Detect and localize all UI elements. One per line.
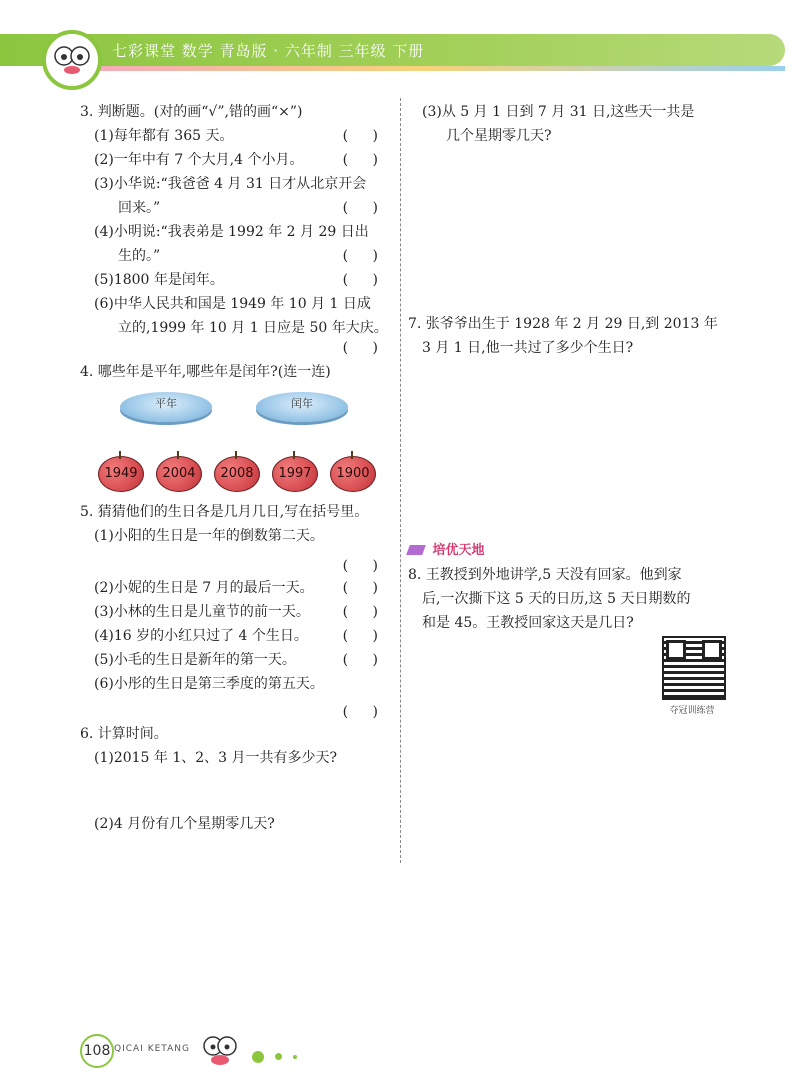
dot-icon	[275, 1053, 282, 1060]
q3-item-6-cont: 立的,1999 年 10 月 1 日应是 50 年大庆。	[118, 320, 388, 336]
answer-paren[interactable]: ( )	[342, 152, 388, 168]
answer-paren[interactable]: ( )	[342, 628, 388, 644]
footer-dots	[252, 1046, 303, 1065]
plate-leap-year[interactable]: 闰年	[256, 392, 348, 422]
q6-sub-3-cont: 几个星期零几天?	[446, 128, 552, 144]
plates-area	[80, 384, 398, 446]
q7-line-2: 3 月 1 日,他一共过了多少个生日?	[422, 340, 634, 356]
q3-item-4-cont: 生的。” ( )	[80, 244, 398, 268]
header-rainbow-strip	[60, 66, 785, 71]
plate-common-year[interactable]: 平年	[120, 392, 212, 422]
q3-item-6-answer	[80, 340, 398, 360]
answer-paren[interactable]: ( )	[342, 340, 388, 356]
q5-item-1: (1)小阳的生日是一年的倒数第二天。	[94, 528, 324, 544]
q3-item-4: (4)小明说:“我表弟是 1992 年 2 月 29 日出	[94, 224, 369, 240]
section-tag-row	[408, 538, 728, 563]
q5-item-1-answer	[80, 554, 398, 576]
qr-label: 夺冠训练营	[669, 706, 715, 716]
mascot-logo-icon	[40, 30, 104, 90]
q5-item-5: (5)小毛的生日是新年的第一天。 ( )	[80, 648, 398, 672]
page-number: 108	[80, 1034, 114, 1068]
left-column	[80, 100, 398, 836]
apple-year[interactable]: 1900	[330, 456, 376, 492]
answer-paren[interactable]: ( )	[342, 652, 388, 668]
dot-icon	[252, 1051, 264, 1063]
answer-paren[interactable]: ( )	[342, 128, 388, 144]
answer-paren[interactable]: ( )	[342, 248, 388, 264]
q5-item-6-answer	[80, 700, 398, 722]
q8-line-3: 和是 45。王教授回家这天是几日?	[422, 615, 634, 631]
q7-line-1: 7. 张爷爷出生于 1928 年 2 月 29 日,到 2013 年	[408, 316, 718, 332]
q6-sub-2: (2)4 月份有几个星期零几天?	[94, 816, 275, 832]
q6-title: 6. 计算时间。	[80, 726, 168, 742]
right-column	[408, 100, 728, 635]
apple-year[interactable]: 2008	[214, 456, 260, 492]
q5-title: 5. 猜猜他们的生日各是几月几日,写在括号里。	[80, 504, 369, 520]
apple-year[interactable]: 1949	[98, 456, 144, 492]
dot-icon	[293, 1055, 297, 1059]
answer-paren[interactable]: ( )	[342, 604, 388, 620]
q3-item-6: (6)中华人民共和国是 1949 年 10 月 1 日成	[94, 296, 371, 312]
column-divider	[400, 98, 401, 863]
page-footer	[0, 1030, 800, 1070]
answer-paren[interactable]: ( )	[342, 200, 388, 216]
q8-line-2: 后,一次撕下这 5 天的日历,这 5 天日期数的	[422, 591, 691, 607]
q5-item-3: (3)小林的生日是儿童节的前一天。 ( )	[80, 600, 398, 624]
book-icon	[406, 545, 426, 555]
q5-item-6: (6)小彤的生日是第三季度的第五天。	[94, 676, 324, 692]
q3-item-5: (5)1800 年是闰年。 ( )	[80, 268, 398, 292]
q5-item-4: (4)16 岁的小红只过了 4 个生日。 ( )	[80, 624, 398, 648]
header-title: 七彩课堂 数学 青岛版 · 六年制 三年级 下册	[112, 42, 425, 60]
q3-title: 3. 判断题。(对的画“√”,错的画“×”)	[80, 104, 303, 120]
q3-item-3-cont: 回来。” ( )	[80, 196, 398, 220]
q6-sub-3: (3)从 5 月 1 日到 7 月 31 日,这些天一共是	[422, 104, 695, 120]
answer-paren[interactable]: ( )	[342, 580, 388, 596]
q3-item-2: (2)一年中有 7 个大月,4 个小月。 ( )	[80, 148, 398, 172]
apple-year[interactable]: 2004	[156, 456, 202, 492]
answer-paren[interactable]: ( )	[342, 558, 388, 574]
q3-item-1: (1)每年都有 365 天。 ( )	[80, 124, 398, 148]
answer-paren[interactable]: ( )	[342, 704, 388, 720]
footer-brand: QICAI KETANG	[114, 1044, 190, 1054]
apple-year[interactable]: 1997	[272, 456, 318, 492]
q3-item-3: (3)小华说:“我爸爸 4 月 31 日才从北京开会	[94, 176, 367, 192]
q8-line-1: 8. 王教授到外地讲学,5 天没有回家。他到家	[408, 567, 682, 583]
qr-code-icon[interactable]	[662, 636, 726, 700]
q6-sub-1: (1)2015 年 1、2、3 月一共有多少天?	[94, 750, 338, 766]
answer-paren[interactable]: ( )	[342, 272, 388, 288]
q5-item-2: (2)小妮的生日是 7 月的最后一天。 ( )	[80, 576, 398, 600]
section-tag: 培优天地	[432, 543, 485, 558]
mascot-footer-icon	[195, 1030, 245, 1070]
page-header	[0, 0, 800, 95]
year-apples	[80, 450, 398, 496]
q4-title: 4. 哪些年是平年,哪些年是闰年?(连一连)	[80, 364, 331, 380]
